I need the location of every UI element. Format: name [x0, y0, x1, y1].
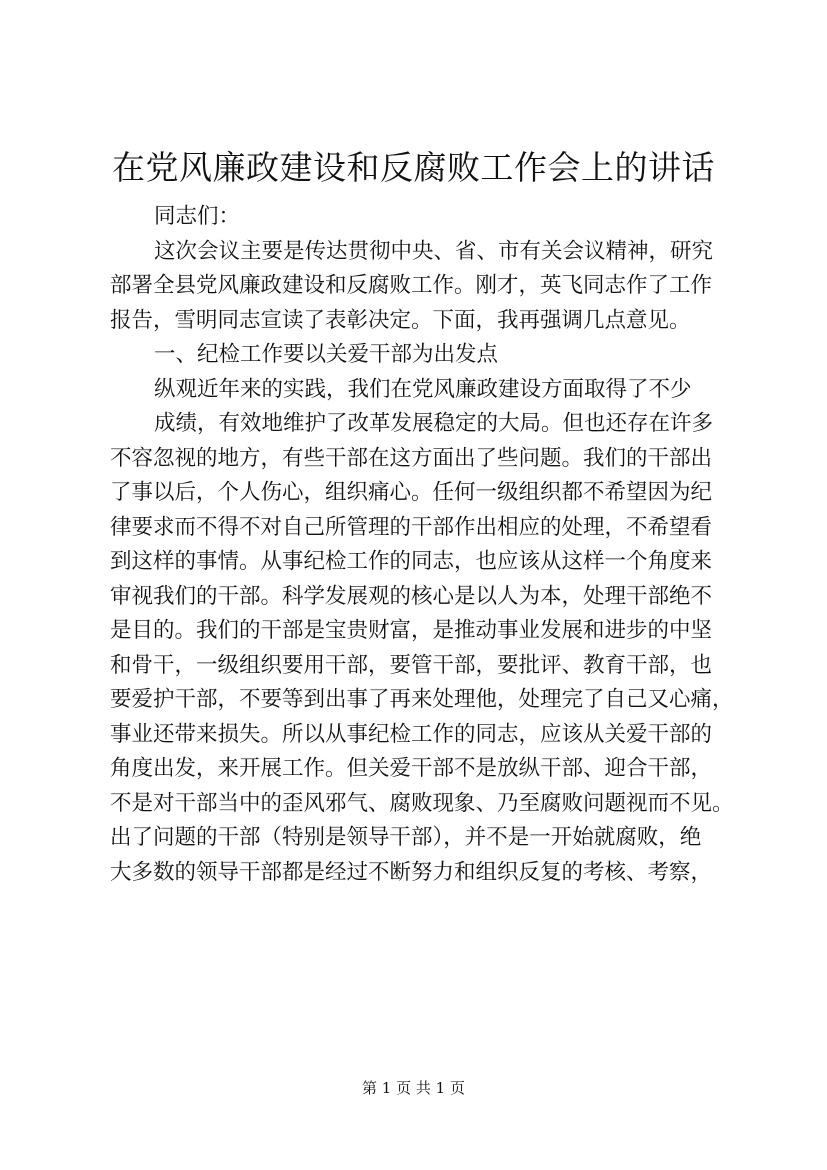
- body-line: 是目的。我们的干部是宝贵财富，是推动事业发展和进步的中坚: [110, 618, 713, 643]
- body-line: 纵观近年来的实践，我们在党风廉政建设方面取得了不少: [154, 376, 692, 402]
- body-line: 不是对干部当中的歪风邪气、腐败现象、乃至腐败问题视而不见。: [110, 790, 734, 816]
- page-footer: 第 1 页 共 1 页: [362, 1079, 465, 1097]
- body-line: 这次会议主要是传达贯彻中央、省、市有关会议精神，研究: [154, 238, 714, 264]
- document-body: [110, 200, 734, 890]
- body-line: 报告，雪明同志宣读了表彰决定。下面，我再强调几点意见。: [110, 307, 691, 333]
- body-line: 出了问题的干部（特别是领导干部），并不是一开始就腐败，绝: [110, 825, 702, 850]
- body-line: 同志们：: [154, 204, 241, 229]
- body-line: 事业还带来损失。所以从事纪检工作的同志，应该从关爱干部的: [110, 721, 713, 747]
- document-title: 在党风廉政建设和反腐败工作会上的讲话: [112, 148, 715, 187]
- body-line: 律要求而不得不对自己所管理的干部作出相应的处理，不希望看: [110, 514, 713, 540]
- body-line: 一、纪检工作要以关爱干部为出发点: [154, 342, 499, 367]
- body-line: 了事以后，个人伤心，组织痛心。任何一级组织都不希望因为纪: [110, 480, 713, 505]
- body-line: 角度出发，来开展工作。但关爱干部不是放纵干部、迎合干部，: [110, 756, 713, 781]
- body-line: 到这样的事情。从事纪检工作的同志，也应该从这样一个角度来: [110, 549, 713, 574]
- body-line: 部署全县党风廉政建设和反腐败工作。刚才，英飞同志作了工作: [110, 273, 713, 298]
- body-line: 和骨干，一级组织要用干部，要管干部，要批评、教育干部，也: [110, 652, 713, 678]
- body-line: 不容忽视的地方，有些干部在这方面出了些问题。我们的干部出: [110, 445, 713, 471]
- body-line: 审视我们的干部。科学发展观的核心是以人为本，处理干部绝不: [110, 583, 713, 609]
- body-line: 成绩，有效地维护了改革发展稳定的大局。但也还存在许多: [154, 411, 714, 436]
- body-line: 大多数的领导干部都是经过不断努力和组织反复的考核、考察，: [110, 859, 713, 885]
- body-line: 要爱护干部，不要等到出事了再来处理他，处理完了自己又心痛，: [110, 687, 734, 712]
